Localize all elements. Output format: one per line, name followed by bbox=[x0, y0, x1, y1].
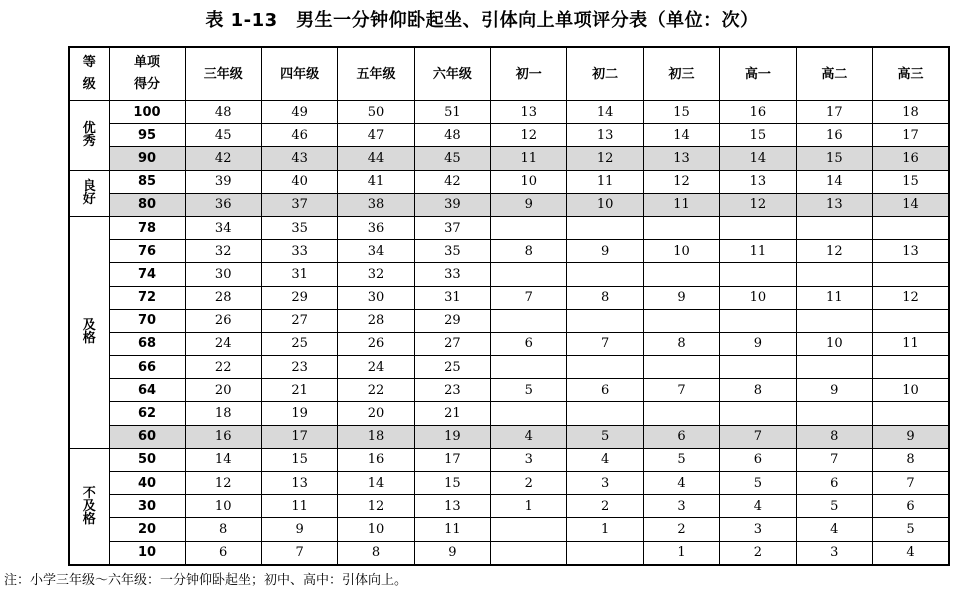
level-cell: 良 好 bbox=[69, 170, 109, 216]
header-grade: 三年级 bbox=[185, 47, 261, 101]
score-cell: 95 bbox=[109, 124, 185, 147]
value-cell: 4 bbox=[643, 472, 719, 495]
value-cell: 3 bbox=[796, 541, 872, 565]
table-row bbox=[69, 101, 949, 124]
value-cell: 12 bbox=[796, 240, 872, 263]
value-cell: 15 bbox=[873, 170, 949, 193]
value-cell: 22 bbox=[338, 379, 414, 402]
value-cell: 4 bbox=[720, 495, 796, 518]
value-cell: 14 bbox=[338, 472, 414, 495]
value-cell: 34 bbox=[185, 216, 261, 239]
value-cell: 17 bbox=[873, 124, 949, 147]
value-cell: 14 bbox=[796, 170, 872, 193]
value-cell: 28 bbox=[185, 286, 261, 309]
value-cell: 46 bbox=[261, 124, 337, 147]
value-cell: 35 bbox=[414, 240, 490, 263]
value-cell bbox=[567, 356, 643, 379]
value-cell: 10 bbox=[720, 286, 796, 309]
value-cell: 11 bbox=[491, 147, 567, 170]
value-cell: 32 bbox=[185, 240, 261, 263]
value-cell: 9 bbox=[643, 286, 719, 309]
value-cell: 3 bbox=[491, 448, 567, 471]
value-cell: 10 bbox=[338, 518, 414, 541]
value-cell: 7 bbox=[796, 448, 872, 471]
value-cell: 40 bbox=[261, 170, 337, 193]
table-row bbox=[69, 356, 949, 379]
level-cell: 优 秀 bbox=[69, 101, 109, 171]
score-cell: 10 bbox=[109, 541, 185, 565]
value-cell bbox=[643, 263, 719, 286]
value-cell: 6 bbox=[720, 448, 796, 471]
header-grade: 初二 bbox=[567, 47, 643, 101]
score-cell: 20 bbox=[109, 518, 185, 541]
value-cell: 13 bbox=[567, 124, 643, 147]
value-cell: 44 bbox=[338, 147, 414, 170]
value-cell: 23 bbox=[261, 356, 337, 379]
value-cell: 14 bbox=[873, 193, 949, 216]
value-cell: 11 bbox=[720, 240, 796, 263]
score-cell: 78 bbox=[109, 216, 185, 239]
header-grade: 高二 bbox=[796, 47, 872, 101]
table-row bbox=[69, 124, 949, 147]
value-cell: 11 bbox=[643, 193, 719, 216]
header-grade: 初三 bbox=[643, 47, 719, 101]
value-cell: 12 bbox=[185, 472, 261, 495]
table-row bbox=[69, 518, 949, 541]
score-table bbox=[68, 46, 950, 566]
value-cell bbox=[491, 356, 567, 379]
value-cell: 32 bbox=[338, 263, 414, 286]
value-cell: 9 bbox=[567, 240, 643, 263]
value-cell: 13 bbox=[873, 240, 949, 263]
value-cell: 6 bbox=[643, 425, 719, 448]
value-cell: 11 bbox=[261, 495, 337, 518]
value-cell: 48 bbox=[414, 124, 490, 147]
value-cell: 9 bbox=[491, 193, 567, 216]
value-cell: 12 bbox=[567, 147, 643, 170]
value-cell bbox=[720, 263, 796, 286]
value-cell: 4 bbox=[491, 425, 567, 448]
table-row bbox=[69, 193, 949, 216]
value-cell: 9 bbox=[414, 541, 490, 565]
value-cell: 20 bbox=[185, 379, 261, 402]
value-cell: 2 bbox=[643, 518, 719, 541]
value-cell: 10 bbox=[643, 240, 719, 263]
value-cell: 12 bbox=[720, 193, 796, 216]
score-cell: 76 bbox=[109, 240, 185, 263]
score-cell: 85 bbox=[109, 170, 185, 193]
value-cell: 1 bbox=[643, 541, 719, 565]
value-cell bbox=[873, 216, 949, 239]
table-row bbox=[69, 263, 949, 286]
value-cell: 14 bbox=[720, 147, 796, 170]
score-cell: 70 bbox=[109, 309, 185, 332]
value-cell: 8 bbox=[567, 286, 643, 309]
value-cell: 43 bbox=[261, 147, 337, 170]
value-cell: 13 bbox=[643, 147, 719, 170]
value-cell: 21 bbox=[414, 402, 490, 425]
value-cell: 9 bbox=[796, 379, 872, 402]
table-row bbox=[69, 379, 949, 402]
header-grade: 高三 bbox=[873, 47, 949, 101]
value-cell: 16 bbox=[873, 147, 949, 170]
table-row bbox=[69, 541, 949, 565]
value-cell: 20 bbox=[338, 402, 414, 425]
value-cell: 5 bbox=[873, 518, 949, 541]
score-cell: 90 bbox=[109, 147, 185, 170]
value-cell: 31 bbox=[414, 286, 490, 309]
value-cell: 5 bbox=[720, 472, 796, 495]
value-cell: 14 bbox=[567, 101, 643, 124]
value-cell bbox=[567, 402, 643, 425]
value-cell: 24 bbox=[338, 356, 414, 379]
value-cell: 29 bbox=[414, 309, 490, 332]
header-grade: 六年级 bbox=[414, 47, 490, 101]
value-cell: 36 bbox=[185, 193, 261, 216]
value-cell: 48 bbox=[185, 101, 261, 124]
table-body bbox=[69, 101, 949, 565]
score-cell: 60 bbox=[109, 425, 185, 448]
header-grade: 初一 bbox=[491, 47, 567, 101]
value-cell: 1 bbox=[567, 518, 643, 541]
value-cell: 1 bbox=[491, 495, 567, 518]
value-cell: 9 bbox=[261, 518, 337, 541]
value-cell: 18 bbox=[185, 402, 261, 425]
value-cell: 30 bbox=[338, 286, 414, 309]
value-cell: 7 bbox=[261, 541, 337, 565]
value-cell: 16 bbox=[338, 448, 414, 471]
value-cell: 34 bbox=[338, 240, 414, 263]
value-cell: 2 bbox=[720, 541, 796, 565]
value-cell: 50 bbox=[338, 101, 414, 124]
value-cell: 11 bbox=[796, 286, 872, 309]
value-cell: 26 bbox=[185, 309, 261, 332]
value-cell: 7 bbox=[643, 379, 719, 402]
value-cell bbox=[720, 309, 796, 332]
value-cell bbox=[873, 402, 949, 425]
value-cell bbox=[567, 309, 643, 332]
value-cell: 28 bbox=[338, 309, 414, 332]
value-cell: 2 bbox=[491, 472, 567, 495]
value-cell: 8 bbox=[720, 379, 796, 402]
value-cell: 6 bbox=[491, 332, 567, 355]
value-cell bbox=[567, 263, 643, 286]
value-cell: 25 bbox=[261, 332, 337, 355]
value-cell: 36 bbox=[338, 216, 414, 239]
value-cell: 5 bbox=[796, 495, 872, 518]
value-cell: 10 bbox=[567, 193, 643, 216]
value-cell: 18 bbox=[338, 425, 414, 448]
score-cell: 68 bbox=[109, 332, 185, 355]
score-cell: 40 bbox=[109, 472, 185, 495]
value-cell: 10 bbox=[185, 495, 261, 518]
value-cell: 16 bbox=[720, 101, 796, 124]
value-cell: 22 bbox=[185, 356, 261, 379]
table-row bbox=[69, 425, 949, 448]
value-cell: 45 bbox=[185, 124, 261, 147]
table-row bbox=[69, 495, 949, 518]
score-cell: 64 bbox=[109, 379, 185, 402]
value-cell: 37 bbox=[261, 193, 337, 216]
value-cell: 17 bbox=[796, 101, 872, 124]
value-cell: 14 bbox=[643, 124, 719, 147]
value-cell: 19 bbox=[414, 425, 490, 448]
value-cell bbox=[491, 541, 567, 565]
value-cell bbox=[720, 216, 796, 239]
value-cell: 10 bbox=[796, 332, 872, 355]
value-cell: 15 bbox=[720, 124, 796, 147]
table-title: 表 1-13 男生一分钟仰卧起坐、引体向上单项评分表（单位：次） bbox=[205, 10, 759, 31]
header-score: 单项 得分 bbox=[109, 47, 185, 101]
value-cell bbox=[720, 356, 796, 379]
value-cell bbox=[873, 263, 949, 286]
table-row bbox=[69, 402, 949, 425]
table-row bbox=[69, 147, 949, 170]
value-cell: 4 bbox=[567, 448, 643, 471]
value-cell bbox=[491, 518, 567, 541]
value-cell: 30 bbox=[185, 263, 261, 286]
value-cell: 11 bbox=[414, 518, 490, 541]
value-cell bbox=[491, 216, 567, 239]
value-cell: 24 bbox=[185, 332, 261, 355]
score-cell: 62 bbox=[109, 402, 185, 425]
value-cell: 9 bbox=[873, 425, 949, 448]
value-cell: 8 bbox=[338, 541, 414, 565]
value-cell bbox=[796, 263, 872, 286]
value-cell: 21 bbox=[261, 379, 337, 402]
value-cell: 10 bbox=[873, 379, 949, 402]
value-cell: 5 bbox=[567, 425, 643, 448]
value-cell bbox=[567, 541, 643, 565]
value-cell bbox=[720, 402, 796, 425]
value-cell: 12 bbox=[491, 124, 567, 147]
value-cell: 7 bbox=[720, 425, 796, 448]
value-cell: 29 bbox=[261, 286, 337, 309]
table-row bbox=[69, 240, 949, 263]
value-cell: 8 bbox=[185, 518, 261, 541]
value-cell: 15 bbox=[796, 147, 872, 170]
value-cell bbox=[796, 402, 872, 425]
value-cell: 8 bbox=[796, 425, 872, 448]
footnote: 注：小学三年级～六年级：一分钟仰卧起坐；初中、高中：引体向上。 bbox=[4, 573, 408, 588]
value-cell: 13 bbox=[491, 101, 567, 124]
value-cell: 8 bbox=[643, 332, 719, 355]
value-cell: 10 bbox=[491, 170, 567, 193]
value-cell: 38 bbox=[338, 193, 414, 216]
value-cell: 11 bbox=[567, 170, 643, 193]
value-cell: 13 bbox=[261, 472, 337, 495]
value-cell: 27 bbox=[414, 332, 490, 355]
table-row bbox=[69, 170, 949, 193]
value-cell: 18 bbox=[873, 101, 949, 124]
score-cell: 50 bbox=[109, 448, 185, 471]
header-row bbox=[69, 47, 949, 101]
value-cell bbox=[873, 356, 949, 379]
value-cell: 7 bbox=[491, 286, 567, 309]
value-cell: 2 bbox=[567, 495, 643, 518]
value-cell: 5 bbox=[643, 448, 719, 471]
value-cell: 33 bbox=[261, 240, 337, 263]
value-cell: 13 bbox=[796, 193, 872, 216]
value-cell: 25 bbox=[414, 356, 490, 379]
value-cell: 42 bbox=[185, 147, 261, 170]
value-cell: 12 bbox=[873, 286, 949, 309]
value-cell bbox=[491, 263, 567, 286]
value-cell bbox=[643, 216, 719, 239]
value-cell: 15 bbox=[643, 101, 719, 124]
value-cell: 31 bbox=[261, 263, 337, 286]
table-row bbox=[69, 286, 949, 309]
value-cell: 39 bbox=[185, 170, 261, 193]
score-cell: 72 bbox=[109, 286, 185, 309]
value-cell: 6 bbox=[796, 472, 872, 495]
value-cell: 19 bbox=[261, 402, 337, 425]
table-row bbox=[69, 472, 949, 495]
value-cell: 4 bbox=[796, 518, 872, 541]
value-cell: 26 bbox=[338, 332, 414, 355]
value-cell: 6 bbox=[567, 379, 643, 402]
value-cell: 23 bbox=[414, 379, 490, 402]
header-level: 等 级 bbox=[69, 47, 109, 101]
value-cell: 13 bbox=[414, 495, 490, 518]
value-cell bbox=[567, 216, 643, 239]
value-cell: 41 bbox=[338, 170, 414, 193]
value-cell bbox=[796, 356, 872, 379]
value-cell: 39 bbox=[414, 193, 490, 216]
value-cell: 15 bbox=[414, 472, 490, 495]
value-cell bbox=[643, 356, 719, 379]
score-cell: 80 bbox=[109, 193, 185, 216]
level-cell: 及 格 bbox=[69, 216, 109, 448]
table-row bbox=[69, 216, 949, 239]
value-cell bbox=[643, 309, 719, 332]
value-cell: 12 bbox=[643, 170, 719, 193]
score-cell: 30 bbox=[109, 495, 185, 518]
value-cell: 7 bbox=[567, 332, 643, 355]
value-cell: 4 bbox=[873, 541, 949, 565]
value-cell: 16 bbox=[185, 425, 261, 448]
value-cell: 15 bbox=[261, 448, 337, 471]
value-cell: 12 bbox=[338, 495, 414, 518]
value-cell: 27 bbox=[261, 309, 337, 332]
table-row bbox=[69, 448, 949, 471]
value-cell: 8 bbox=[873, 448, 949, 471]
value-cell: 13 bbox=[720, 170, 796, 193]
value-cell: 3 bbox=[643, 495, 719, 518]
value-cell: 3 bbox=[567, 472, 643, 495]
value-cell: 9 bbox=[720, 332, 796, 355]
value-cell: 5 bbox=[491, 379, 567, 402]
value-cell: 49 bbox=[261, 101, 337, 124]
score-cell: 74 bbox=[109, 263, 185, 286]
value-cell: 3 bbox=[720, 518, 796, 541]
value-cell: 51 bbox=[414, 101, 490, 124]
score-cell: 100 bbox=[109, 101, 185, 124]
value-cell: 6 bbox=[185, 541, 261, 565]
value-cell bbox=[491, 309, 567, 332]
table-row bbox=[69, 332, 949, 355]
table-row bbox=[69, 309, 949, 332]
value-cell: 45 bbox=[414, 147, 490, 170]
value-cell bbox=[796, 216, 872, 239]
value-cell: 17 bbox=[414, 448, 490, 471]
value-cell: 16 bbox=[796, 124, 872, 147]
value-cell: 42 bbox=[414, 170, 490, 193]
value-cell: 37 bbox=[414, 216, 490, 239]
value-cell bbox=[643, 402, 719, 425]
value-cell: 14 bbox=[185, 448, 261, 471]
value-cell bbox=[873, 309, 949, 332]
level-cell: 不 及 格 bbox=[69, 448, 109, 564]
value-cell bbox=[796, 309, 872, 332]
value-cell: 11 bbox=[873, 332, 949, 355]
value-cell: 6 bbox=[873, 495, 949, 518]
header-grade: 四年级 bbox=[261, 47, 337, 101]
header-grade: 五年级 bbox=[338, 47, 414, 101]
value-cell: 35 bbox=[261, 216, 337, 239]
value-cell: 7 bbox=[873, 472, 949, 495]
header-grade: 高一 bbox=[720, 47, 796, 101]
value-cell: 17 bbox=[261, 425, 337, 448]
score-cell: 66 bbox=[109, 356, 185, 379]
value-cell: 33 bbox=[414, 263, 490, 286]
value-cell bbox=[491, 402, 567, 425]
value-cell: 8 bbox=[491, 240, 567, 263]
value-cell: 47 bbox=[338, 124, 414, 147]
